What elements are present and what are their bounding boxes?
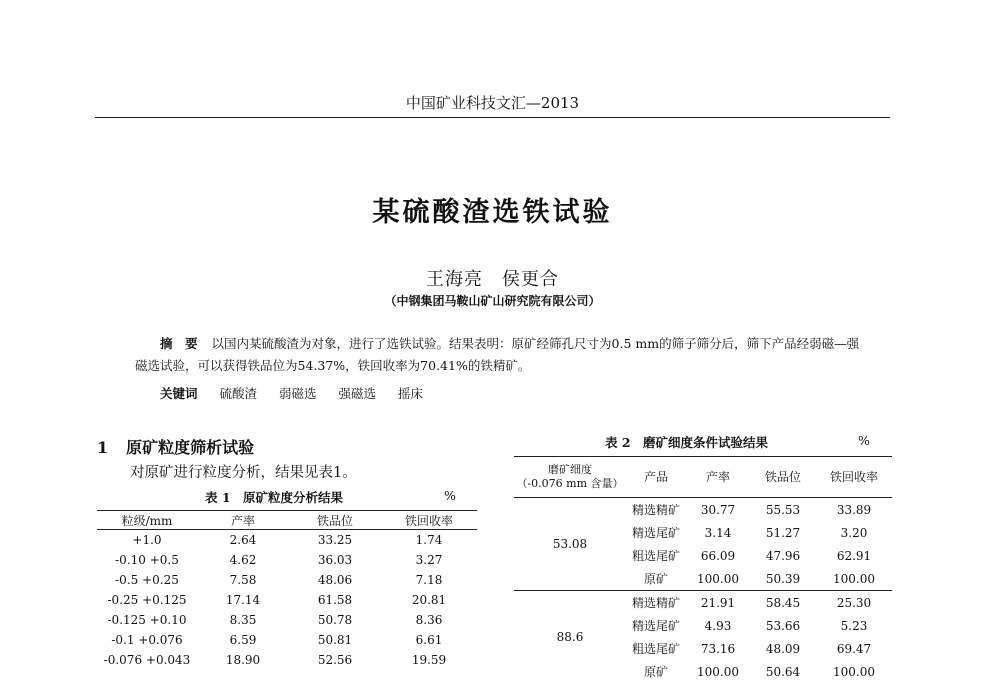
table2-header: 产品 [626,457,686,498]
table-cell: 粗选尾矿 [626,637,686,660]
table-row [97,550,477,570]
table-cell: 88.6 [514,591,626,683]
table-cell: 55.53 [750,498,816,522]
table1-header: 铁回收率 [381,511,477,530]
table1-header: 粒级/mm [97,511,197,530]
table-cell: 33.25 [289,530,381,551]
table-cell: 精选尾矿 [626,521,686,544]
table-cell: 33.89 [816,498,892,522]
table-row [97,570,477,590]
table-cell: -0.10 +0.5 [97,550,197,570]
table-cell: 1.74 [381,530,477,551]
keyword: 摇床 [398,386,423,401]
abstract [135,333,860,377]
table-cell: -0.5 +0.25 [97,570,197,590]
table-cell: 50.39 [750,567,816,591]
section-title: 原矿粒度筛析试验 [126,438,254,457]
table-cell: 18.90 [197,650,289,670]
table-row [514,591,892,615]
table-cell: 精选精矿 [626,591,686,615]
table-cell: 53.08 [514,498,626,591]
table1 [97,510,477,670]
table2-header: 磨矿细度 （-0.076 mm 含量） [514,457,626,498]
table-cell: 47.96 [750,544,816,567]
table-cell: 4.93 [686,614,750,637]
table-row [97,630,477,650]
table-cell: 6.59 [197,630,289,650]
authors: 王海亮 侯更合 [95,265,890,291]
table-row [514,498,892,522]
table-row [97,590,477,610]
table-cell: 100.00 [686,567,750,591]
table-cell: 50.64 [750,660,816,683]
table-cell: -0.1 +0.076 [97,630,197,650]
table-cell: 100.00 [816,567,892,591]
table-cell: +1.0 [97,530,197,551]
table-cell: 原矿 [626,660,686,683]
table-cell: 粗选尾矿 [626,544,686,567]
paper-title: 某硫酸渣选铁试验 [95,190,890,229]
keywords [160,384,441,402]
table-cell: 精选精矿 [626,498,686,522]
table-cell: -0.25 +0.125 [97,590,197,610]
header-rule [95,117,890,118]
keyword: 弱磁选 [279,386,317,401]
table-cell: 100.00 [816,660,892,683]
running-header: 中国矿业科技文汇—2013 [95,92,890,113]
table-cell: 4.62 [197,550,289,570]
table-cell: 8.36 [381,610,477,630]
keywords-label: 关键词 [160,386,198,401]
table-cell: 48.09 [750,637,816,660]
table-cell: 62.91 [816,544,892,567]
table-cell: 30.77 [686,498,750,522]
table-cell: 61.58 [289,590,381,610]
table-cell: 2.64 [197,530,289,551]
table2-header: 铁品位 [750,457,816,498]
table2-header: 产率 [686,457,750,498]
table-cell: 8.35 [197,610,289,630]
affiliation: （中钢集团马鞍山矿山研究院有限公司） [95,292,890,309]
table-cell: 6.61 [381,630,477,650]
table-cell: 50.78 [289,610,381,630]
table-row [97,610,477,630]
table-cell: 17.14 [197,590,289,610]
table1-caption: 表 1 原矿粒度分析结果 [205,488,343,506]
table-cell: 21.91 [686,591,750,615]
table-cell: 3.14 [686,521,750,544]
table-cell: 7.18 [381,570,477,590]
table-cell: 19.59 [381,650,477,670]
table2-header: 铁回收率 [816,457,892,498]
abstract-label: 摘 要 [160,336,198,351]
table-cell: 精选尾矿 [626,614,686,637]
abstract-text: 以国内某硫酸渣为对象，进行了选铁试验。结果表明：原矿经筛孔尺寸为0.5 mm的筛子筛分后，筛下产品经弱磁—强磁选试验，可以获得铁品位为54.37%，铁回收率为70.41%的铁精矿。 [135,336,859,373]
table-cell: 51.27 [750,521,816,544]
table-cell: 73.16 [686,637,750,660]
section-heading [97,435,254,458]
table-cell: 7.58 [197,570,289,590]
table-cell: 48.06 [289,570,381,590]
table-cell: 69.47 [816,637,892,660]
table-cell: 3.27 [381,550,477,570]
table-cell: -0.076 +0.043 [97,650,197,670]
table-row [97,530,477,551]
table-cell: 66.09 [686,544,750,567]
table-cell: 36.03 [289,550,381,570]
section-paragraph: 对原矿进行粒度分析，结果见表1。 [130,461,357,482]
table-cell: 52.56 [289,650,381,670]
keyword: 硫酸渣 [220,386,258,401]
table-cell: 50.81 [289,630,381,650]
table-cell: 53.66 [750,614,816,637]
table-cell: 20.81 [381,590,477,610]
table-cell: 58.45 [750,591,816,615]
table2-caption: 表 2 磨矿细度条件试验结果 [605,433,768,451]
table2 [514,456,892,683]
table2-unit: % [858,433,870,448]
section-number: 1 [97,438,108,457]
table-row [97,650,477,670]
table-cell: 5.23 [816,614,892,637]
table-cell: -0.125 +0.10 [97,610,197,630]
table-cell: 3.20 [816,521,892,544]
table-cell: 100.00 [686,660,750,683]
table1-header: 产率 [197,511,289,530]
table1-header: 铁品位 [289,511,381,530]
table-cell: 25.30 [816,591,892,615]
table-cell: 原矿 [626,567,686,591]
keyword: 强磁选 [339,386,377,401]
table1-unit: % [444,488,456,503]
